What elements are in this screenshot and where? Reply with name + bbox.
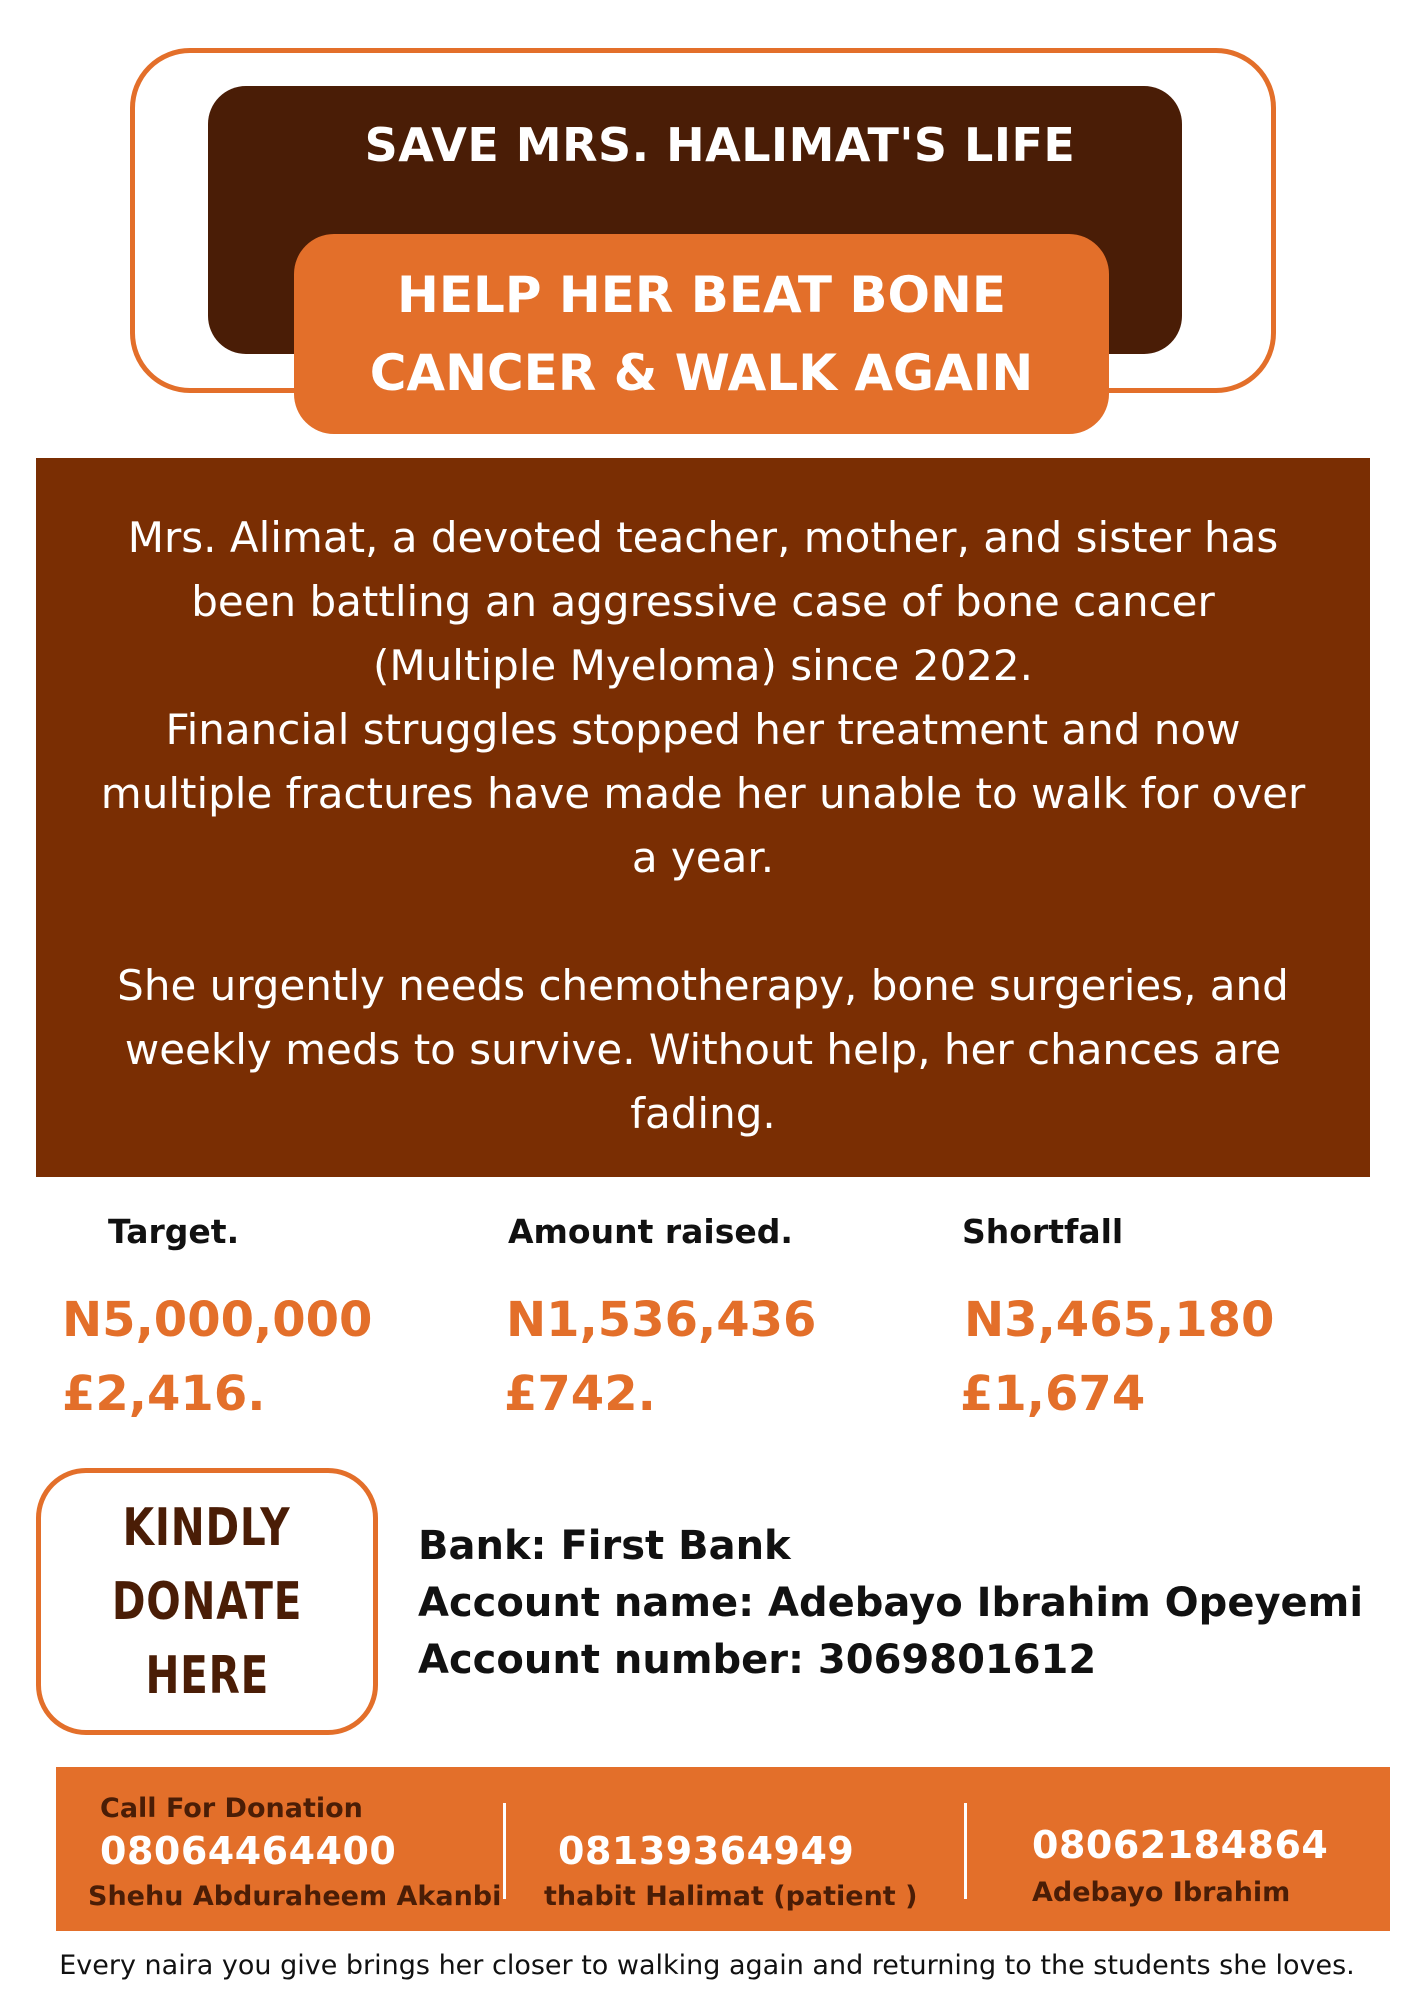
call-heading: Call For Donation — [100, 1793, 363, 1824]
shortfall-pounds: £1,674 — [960, 1366, 1146, 1422]
subtitle-line-2: CANCER & WALK AGAIN — [369, 344, 1034, 402]
contact-name-2: thabit Halimat (patient ) — [544, 1881, 918, 1912]
shortfall-label: Shortfall — [962, 1212, 1124, 1251]
story-line: (Multiple Myeloma) since 2022. — [373, 641, 1033, 690]
story-line: She urgently needs chemotherapy, bone surgeries, and — [117, 961, 1289, 1010]
donate-badge — [36, 1468, 378, 1735]
bank-details — [418, 1518, 1363, 1689]
story-panel — [36, 458, 1370, 1177]
story-line: Financial struggles stopped her treatment and now — [165, 705, 1241, 754]
raised-label: Amount raised. — [508, 1212, 793, 1251]
account-name: Account name: Adebayo Ibrahim Opeyemi — [418, 1580, 1364, 1626]
story-line: Mrs. Alimat, a devoted teacher, mother, and sister has — [127, 513, 1279, 562]
subtitle — [322, 256, 1082, 412]
story-line: been battling an aggressive case of bone cancer — [191, 577, 1215, 626]
contact-bar — [56, 1767, 1390, 1931]
contact-divider — [964, 1803, 967, 1899]
account-number: Account number: 3069801612 — [418, 1637, 1097, 1683]
subtitle-line-1: HELP HER BEAT BONE — [396, 266, 1007, 324]
donate-line-2: DONATE — [111, 1571, 303, 1632]
target-pounds: £2,416. — [62, 1366, 266, 1422]
contact-divider — [503, 1803, 506, 1899]
target-naira: N5,000,000 — [62, 1292, 373, 1348]
paragraph-spacer — [76, 890, 1330, 954]
subtitle-banner — [294, 234, 1109, 434]
bank-name: Bank: First Bank — [418, 1523, 791, 1569]
raised-pounds: £742. — [504, 1366, 656, 1422]
contact-name-1: Shehu Abduraheem Akanbi — [88, 1881, 502, 1912]
donate-line-3: HERE — [145, 1645, 269, 1706]
page-title: SAVE MRS. HALIMAT'S LIFE — [364, 118, 1076, 172]
raised-naira: N1,536,436 — [506, 1292, 817, 1348]
story-line: weekly meds to survive. Without help, her chances are — [124, 1025, 1282, 1074]
contact-phone-2[interactable]: 08139364949 — [558, 1829, 855, 1873]
story-line: fading. — [630, 1089, 776, 1138]
story-line: multiple fractures have made her unable to walk for over — [100, 769, 1306, 818]
donate-line-1: KINDLY — [123, 1497, 291, 1558]
contact-phone-3[interactable]: 08062184864 — [1032, 1823, 1329, 1867]
shortfall-naira: N3,465,180 — [964, 1292, 1275, 1348]
target-label: Target. — [108, 1212, 240, 1251]
contact-phone-1[interactable]: 08064464400 — [100, 1829, 397, 1873]
footer-note: Every naira you give brings her closer to walking again and returning to the students she loves. — [59, 1950, 1355, 1981]
contact-name-3: Adebayo Ibrahim — [1032, 1877, 1291, 1908]
story-line: a year. — [631, 833, 775, 882]
